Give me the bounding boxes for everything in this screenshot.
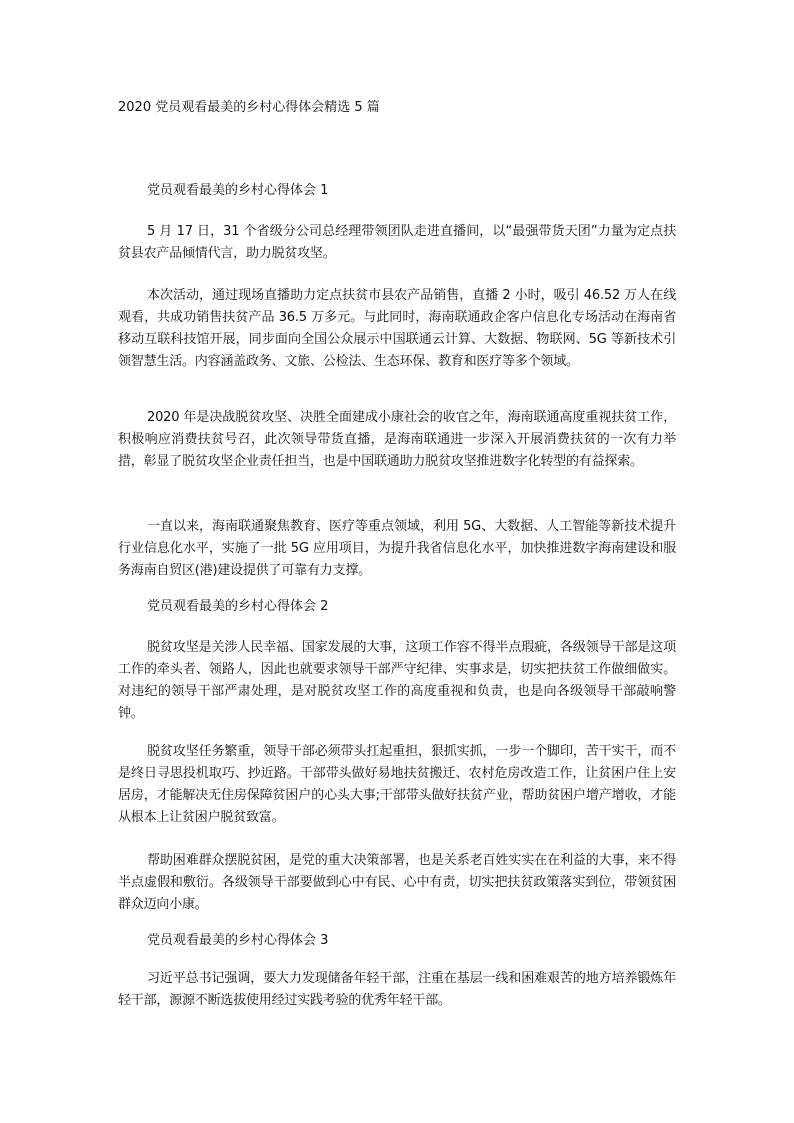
section-heading-2: 党员观看最美的乡村心得体会 2: [147, 599, 329, 614]
paragraph: 2020 年是决战脱贫攻坚、决胜全面建成小康社会的收官之年，海南联通高度重视扶贫工作，积极响应消费扶贫号召，此次领导带货直播，是海南联通进一步深入开展消费扶贫的一次有力举措，彰显了脱贫攻坚企业责任担当，也是中国联通助力脱贫攻坚推进数字化转型的有益探索。: [118, 410, 676, 469]
paragraph: 5 月 17 日，31 个省级分公司总经理带领团队走进直播间，以“最强带货天团”力量为定点扶贫县农产品倾情代言，助力脱贫攻坚。: [118, 224, 676, 261]
paragraph: 帮助困难群众摆脱贫困，是党的重大决策部署，也是关系老百姓实实在在利益的大事，来不得半点虚假和敷衍。各级领导干部要做到心中有民、心中有责，切实把扶贫政策落实到位，带领贫困群众迈向小康。: [118, 853, 676, 912]
document-title: 2020 党员观看最美的乡村心得体会精选 5 篇: [118, 100, 380, 115]
section-heading-3: 党员观看最美的乡村心得体会 3: [147, 933, 329, 948]
paragraph: 本次活动，通过现场直播助力定点扶贫市县农产品销售，直播 2 小时，吸引 46.52 万人在线观看，共成功销售扶贫产品 36.5 万多元。与此同时，海南联通政企客户信息化专场活动在海南省移动互联科技馆开展，同步面向全国公众展示中国联通云计算、大数据、物联网、5G 等新技术引领智慧生活。内容涵盖政务、文旅、公检法、生态环保、教育和医疗等多个领域。: [118, 288, 676, 369]
paragraph: 习近平总书记强调，要大力发现储备年轻干部，注重在基层一线和困难艰苦的地方培养锻炼年轻干部，源源不断选拔使用经过实践考验的优秀年轻干部。: [118, 971, 676, 1008]
paragraph: 一直以来，海南联通聚焦教育、医疗等重点领域，利用 5G、大数据、人工智能等新技术提升行业信息化水平，实施了一批 5G 应用项目，为提升我省信息化水平，加快推进数字海南建设和服务海南自贸区(港)建设提供了可靠有力支撑。: [118, 519, 676, 578]
section-heading-1: 党员观看最美的乡村心得体会 1: [147, 183, 329, 198]
paragraph: 脱贫攻坚是关涉人民幸福、国家发展的大事，这项工作容不得半点瑕疵，各级领导干部是这项工作的牵头者、领路人，因此也就要求领导干部严守纪律、实事求是，切实把扶贫工作做细做实。对违纪的领导干部严肃处理，是对脱贫攻坚工作的高度重视和负责，也是向各级领导干部敲响警钟。: [118, 640, 676, 721]
paragraph: 脱贫攻坚任务繁重，领导干部必须带头扛起重担，狠抓实抓，一步一个脚印，苦干实干，而不是终日寻思投机取巧、抄近路。干部带头做好易地扶贫搬迁、农村危房改造工作，让贫困户住上安居房，才能解决无住房保障贫困户的心头大事;干部带头做好扶贫产业，帮助贫困户增产增收，才能从根本上让贫困户脱贫致富。: [118, 744, 676, 825]
